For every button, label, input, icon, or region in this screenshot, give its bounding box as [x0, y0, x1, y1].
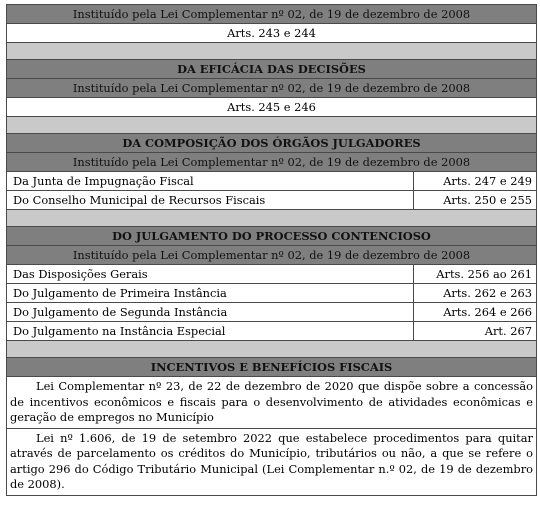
institution-note: Instituído pela Lei Complementar nº 02, de 19 de dezembro de 2008	[7, 246, 537, 265]
section-title-row	[7, 358, 537, 377]
articles-row	[7, 98, 537, 117]
section-title-composicao: DA COMPOSIÇÃO DOS ÓRGÃOS JULGADORES	[7, 134, 537, 153]
item-articles: Arts. 264 e 266	[414, 303, 537, 322]
table-row	[7, 191, 537, 210]
articles-ref: Arts. 243 e 244	[7, 24, 537, 43]
item-articles: Arts. 247 e 249	[414, 172, 537, 191]
spacer-row	[7, 43, 537, 60]
section-note-row	[7, 246, 537, 265]
table-row	[7, 284, 537, 303]
paragraph-row	[7, 377, 537, 429]
section-title-row	[7, 134, 537, 153]
section-title-row	[7, 60, 537, 79]
spacer-row	[7, 341, 537, 358]
institution-note: Instituído pela Lei Complementar nº 02, de 19 de dezembro de 2008	[7, 5, 537, 24]
paragraph-row	[7, 428, 537, 495]
section-title-row	[7, 227, 537, 246]
section-title-incentivos: INCENTIVOS E BENEFÍCIOS FISCAIS	[7, 358, 537, 377]
table-row	[7, 172, 537, 191]
item-label: Do Julgamento na Instância Especial	[7, 322, 414, 341]
law-paragraph	[7, 428, 537, 495]
section-title-julgamento: DO JULGAMENTO DO PROCESSO CONTENCIOSO	[7, 227, 537, 246]
law-paragraph-text: Lei nº 1.606, de 19 de setembro 2022 que estabelece procedimentos para quitar através de parcelamento os créditos do Município, tributários ou não, a que se refere o artigo 296 do Código Tributário Municipal (Lei Complementar n.º 02, de 19 de dezembro de 2008).	[10, 430, 533, 491]
item-articles: Arts. 250 e 255	[414, 191, 537, 210]
item-label: Do Conselho Municipal de Recursos Fiscais	[7, 191, 414, 210]
table-row	[7, 322, 537, 341]
section-note-row	[7, 79, 537, 98]
law-paragraph	[7, 377, 537, 429]
law-paragraph-text: Lei Complementar nº 23, de 22 de dezembro de 2020 que dispõe sobre a concessão de incentivos econômicos e fiscais para o desenvolvimento de atividades econômicas e geração de empregos no Município	[10, 379, 533, 424]
item-label: Do Julgamento de Segunda Instância	[7, 303, 414, 322]
section-note-row	[7, 153, 537, 172]
spacer-row	[7, 117, 537, 134]
header-row	[7, 5, 537, 24]
articles-ref: Arts. 245 e 246	[7, 98, 537, 117]
spacer-row	[7, 210, 537, 227]
item-articles: Arts. 256 ao 261	[414, 265, 537, 284]
section-title-eficacia: DA EFICÁCIA DAS DECISÕES	[7, 60, 537, 79]
institution-note: Instituído pela Lei Complementar nº 02, de 19 de dezembro de 2008	[7, 79, 537, 98]
item-articles: Art. 267	[414, 322, 537, 341]
legislation-table	[6, 4, 537, 496]
item-label: Da Junta de Impugnação Fiscal	[7, 172, 414, 191]
table-row	[7, 303, 537, 322]
item-articles: Arts. 262 e 263	[414, 284, 537, 303]
item-label: Do Julgamento de Primeira Instância	[7, 284, 414, 303]
table-row	[7, 265, 537, 284]
item-label: Das Disposições Gerais	[7, 265, 414, 284]
legislation-table-container	[6, 4, 536, 496]
articles-row	[7, 24, 537, 43]
institution-note: Instituído pela Lei Complementar nº 02, de 19 de dezembro de 2008	[7, 153, 537, 172]
